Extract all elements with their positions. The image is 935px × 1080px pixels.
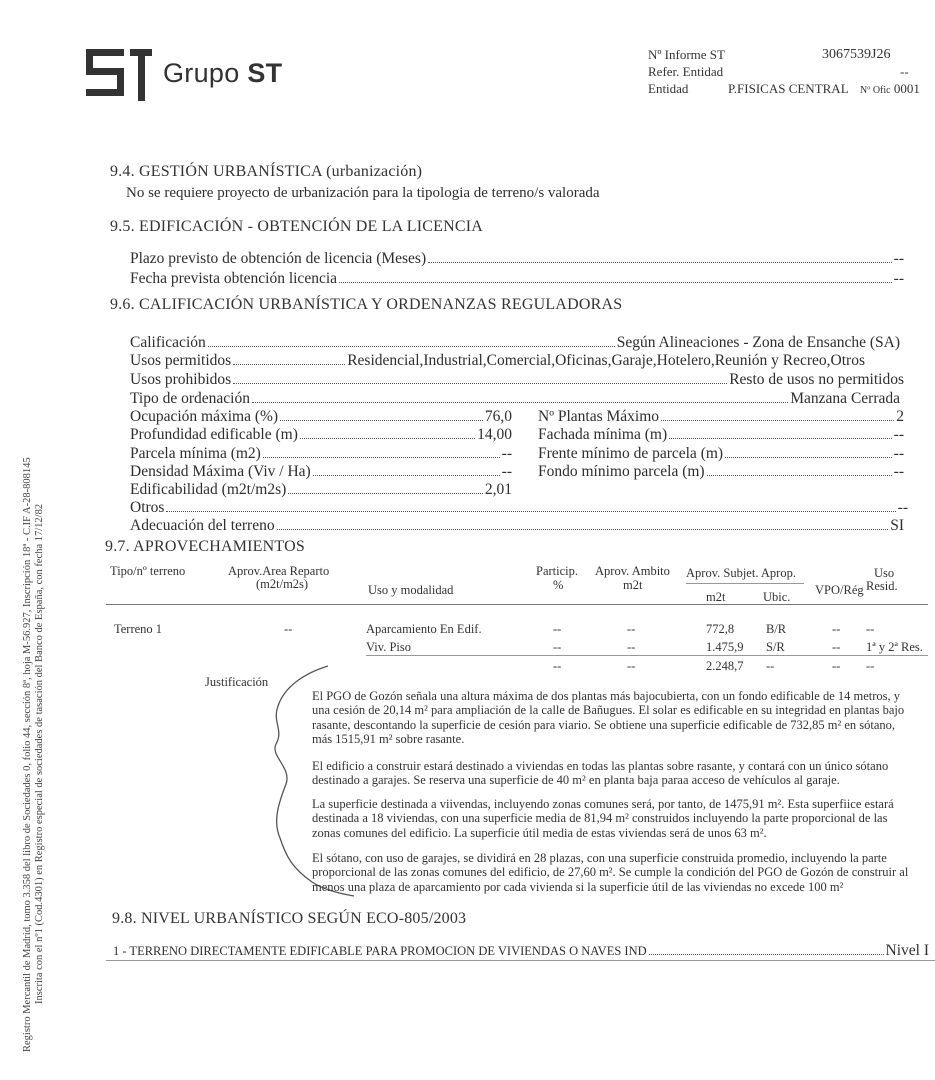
justificacion-paragraph-4: El sótano, con uso de garajes, se dividirá en 28 plazas, con una superficie construida promedio, incluyendo la parte proporcional de las zonas comunes del edificio, de 27,60 m². Se cumple la condición del PGO de Gozón de construir al menos una plaza de aparcamiento por cada vivienda si la superficie útil de las viviendas no excede 100 m² [312,851,909,894]
total-vpo: -- [832,659,841,673]
frente-row: Frente mínimo de parcela (m) -- [538,444,904,462]
registry-note-line-1: Registro Mercantil de Madrid, tomo 3.358 del libro de Sociedades 0, folio 44, sección 8ª, hoja M-56.927, Inscripción 18ª - C.IF A-28-808145 [22,457,33,1052]
calificacion-row: Calificación Según Alineaciones - Zona de Ensanche (SA) [130,333,900,351]
col-aprov-area-header: Aprov.Area Reparto [228,564,330,578]
ocupacion-row: Ocupación máxima (%) 76,0 [130,407,512,425]
tipo-ordenacion-row: Tipo de ordenación Manzana Cerrada [130,389,900,407]
col-subjet-header: Aprov. Subjet. Aprop. [686,566,796,580]
row-1-vpo: -- [832,622,841,636]
edificabilidad-row: Edificabilidad (m2t/m2s) 2,01 [130,480,512,498]
section-9-6-title: 9.6. CALIFICACIÓN URBANÍSTICA Y ORDENANZAS REGULADORAS [110,296,623,313]
col-particip-header: Particip. [536,564,579,578]
col-vpo-header: VPO/Rég [815,583,864,597]
justificacion-paragraph-3: La superficie destinada a viivendas, incluyendo zonas comunes será, por tanto, de 1475,91 m². Esta superfiice estará destinada a 18 viviendas, con una superficie media de 81,94 m² construidos incluyendo la parte proporcional de las zonas comunes del edificio. La superficie útil media de estas viviendas será de unos 63 m². [312,797,894,840]
col-uso-resid-header: Uso [874,566,895,580]
row-1-particip: -- [553,622,562,636]
usos-prohibidos-row: Usos prohibidos Resto de usos no permitidos [130,370,904,388]
fondo-row: Fondo mínimo parcela (m) -- [538,462,904,480]
row-2-ambito: -- [627,640,636,654]
total-ambito: -- [627,659,636,673]
justificacion-paragraph-1: El PGO de Gozón señala una altura máxima de dos plantas más bajocubierta, con un fondo edificable de 14 metros, y una cesión de 20,14 m² para ampliación de la calle de Bañugues. El solar es edificable en su integridad en plantas bajo rasante, descontando la superficie de cesión para viario. Se obtiene una superficie edificable de 732,85 m² en sótano, más 1515,91 m² sobre rasante. [312,689,905,747]
plantas-row: Nº Plantas Máximo 2 [538,407,904,425]
entidad-label: Entidad [648,81,689,96]
ofic-label: Nº Ofic [860,85,891,96]
profundidad-row: Profundidad edificable (m) 14,00 [130,425,512,443]
total-rule [366,655,928,656]
col-ubic-header: Ubic. [763,590,791,604]
section-9-8-title: 9.8. NIVEL URBANÍSTICO SEGÚN ECO-805/2003 [112,910,467,927]
refer-value: -- [900,64,909,79]
logo-text: Grupo ST [163,58,283,88]
row-1-ambito: -- [627,622,636,636]
col-ambito-header: Aprov. Ambito [595,564,670,578]
col-ambito-unit: m2t [623,578,643,592]
fachada-row: Fachada mínima (m) -- [538,425,904,443]
row-1-tipo: Terreno 1 [114,622,163,636]
section-9-4-title: 9.4. GESTIÓN URBANÍSTICA (urbanización) [110,163,423,180]
plazo-licencia-row: Plazo previsto de obtención de licencia (Meses) -- [130,249,904,267]
entidad-value: P.FISICAS CENTRAL [728,81,849,96]
total-resid: -- [866,659,875,673]
col-particip-unit: % [553,578,564,592]
col-m2t-header: m2t [706,590,726,604]
otros-row: Otros -- [130,498,908,516]
row-1-resid: -- [866,622,875,636]
adecuacion-row: Adecuación del terreno SI [130,516,904,534]
row-2-resid: 1ª y 2ª Res. [866,640,923,654]
registry-note-line-2: Inscrita con el nº1 (Cod.4301) en Registro especial de sociedades de tasación del Banco de España, con fecha 17/12/82 [34,503,45,1004]
densidad-row: Densidad Máxima (Viv / Ha) -- [130,462,512,480]
row-1-area: -- [284,622,293,636]
col-tipo-header: Tipo/nº terreno [110,564,186,578]
row-1-m2t: 772,8 [706,622,735,636]
section-9-5-title: 9.5. EDIFICACIÓN - OBTENCIÓN DE LA LICENCIA [110,218,484,235]
ofic-value: 0001 [893,81,920,96]
total-particip: -- [553,659,562,673]
section-9-4-text: No se requiere proyecto de urbanización para la tipologia de terreno/s valorada [126,185,600,201]
row-1-uso: Aparcamiento En Edif. [366,622,482,636]
table-header-rule [106,604,928,605]
justificacion-label: Justificación [205,675,269,689]
usos-permitidos-row: Usos permitidos Residencial,Industrial,Comercial,Oficinas,Garaje,Hotelero,Reunión y Recreo,Otros [130,351,865,369]
row-2-particip: -- [553,640,562,654]
col-uso-header: Uso y modalidad [368,583,454,597]
justificacion-paragraph-2: El edificio a construir estará destinado a viviendas en todas las plantas sobre rasante, y contará con un único sótano destinado a garajes. Se reserva una superficie de 40 m² en planta baja paraa acceso de vehículos al garaje. [312,759,889,788]
row-2-m2t: 1.475,9 [706,640,744,654]
section-9-7-title: 9.7. APROVECHAMIENTOS [105,538,305,555]
row-1-ubic: B/R [766,622,787,636]
total-m2t: 2.248,7 [706,659,744,673]
grupo-st-logo-icon [84,46,154,102]
refer-label: Refer. Entidad [648,64,724,79]
informe-label: Nº Informe ST [648,47,725,62]
row-2-ubic: S/R [766,640,785,654]
col-aprov-area-unit: (m2t/m2s) [256,577,309,591]
bottom-rule [106,960,935,961]
total-ubic: -- [766,659,775,673]
parcela-minima-row: Parcela mínima (m2) -- [130,444,512,462]
informe-value: 3067539J26 [822,47,891,62]
row-2-vpo: -- [832,640,841,654]
nivel-urbanistico-row: 1 - TERRENO DIRECTAMENTE EDIFICABLE PARA PROMOCION DE VIVIENDAS O NAVES IND Nivel I [113,942,929,959]
col-uso-resid-unit: Resid. [866,579,898,593]
fecha-licencia-row: Fecha prevista obtención licencia -- [130,269,904,287]
row-2-uso: Viv. Piso [366,640,411,654]
